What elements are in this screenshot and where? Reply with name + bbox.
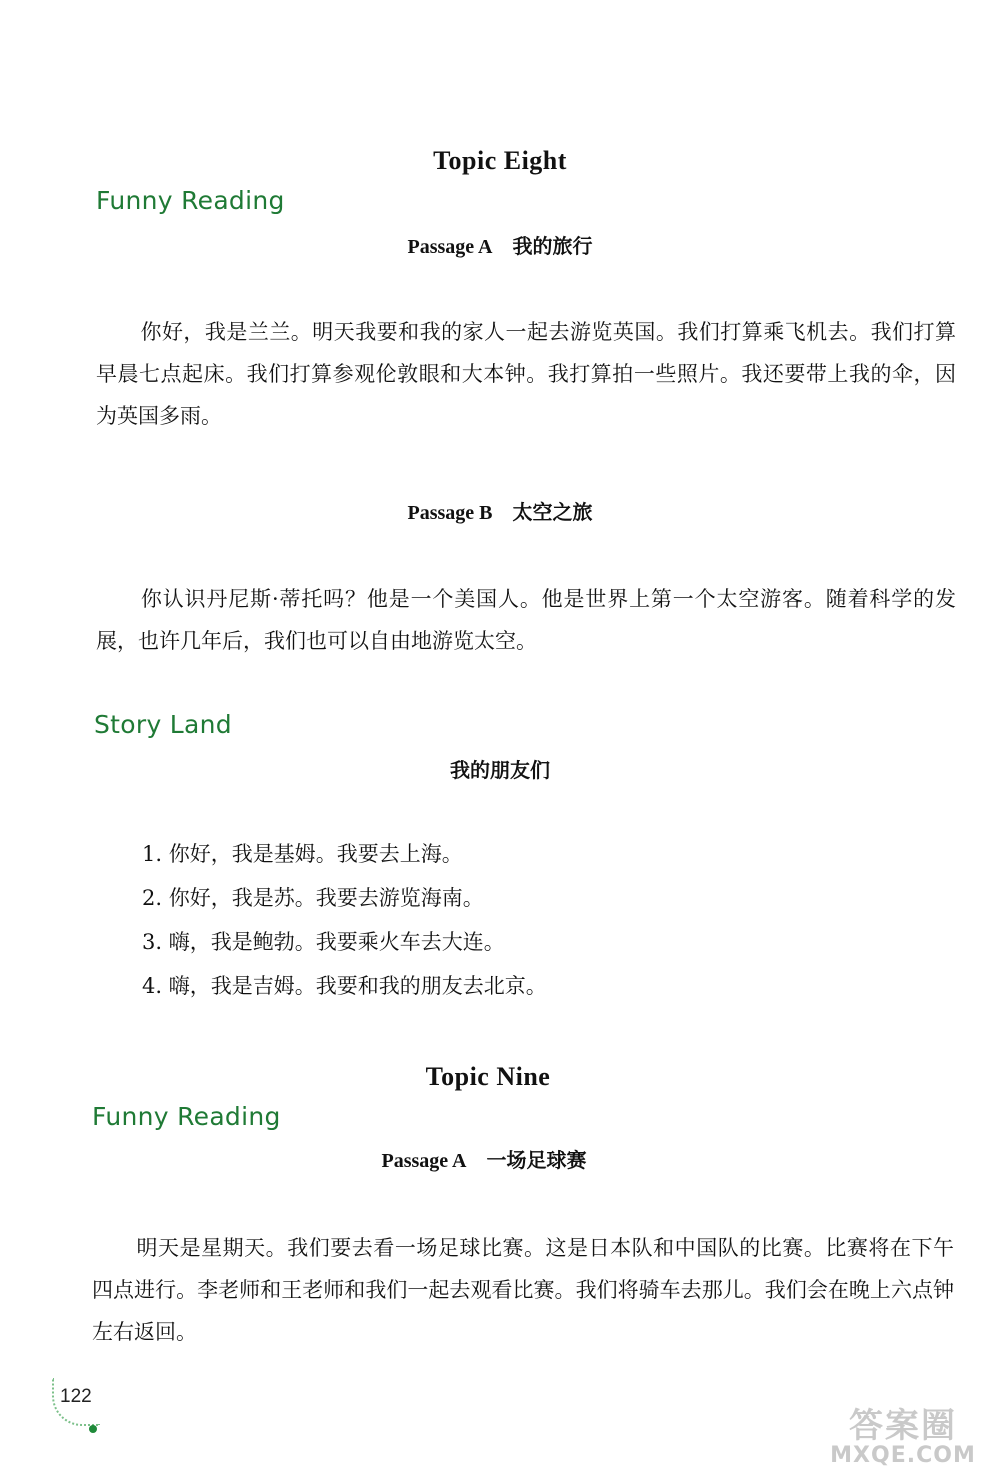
watermark-logo bbox=[818, 1408, 988, 1474]
story-title: 我的朋友们 bbox=[450, 758, 550, 782]
section-story-land: Story Land bbox=[94, 710, 232, 739]
passage-a-heading bbox=[0, 230, 1000, 259]
passage-a-body: 你好，我是兰兰。明天我要和我的家人一起去游览英国。我们打算乘飞机去。我们打算早晨七点起床。我们打算参观伦敦眼和大本钟。我打算拍一些照片。我还要带上我的伞，因为英国多雨。 bbox=[96, 320, 956, 428]
topic-eight-title: Topic Eight bbox=[433, 146, 567, 175]
section-funny-reading-2: Funny Reading bbox=[92, 1102, 281, 1131]
topic-nine-title: Topic Nine bbox=[425, 1062, 551, 1091]
list-item: 2. 你好，我是苏。我要去游览海南。 bbox=[142, 886, 484, 910]
passage-a-heading-2 bbox=[0, 1144, 984, 1173]
passage-title: 一场足球赛 bbox=[486, 1148, 587, 1172]
passage-b-text bbox=[96, 578, 956, 662]
passage-b-body: 你认识丹尼斯·蒂托吗？他是一个美国人。他是世界上第一个太空游客。随着科学的发展，也许几年后，我们也可以自由地游览太空。 bbox=[96, 587, 956, 653]
watermark-top: 答案圈 bbox=[849, 1406, 957, 1446]
page-dot-icon bbox=[89, 1425, 97, 1433]
passage-label: Passage A bbox=[381, 1150, 467, 1172]
passage-a-text bbox=[96, 311, 956, 437]
list-item: 3. 嗨，我是鲍勃。我要乘火车去大连。 bbox=[142, 930, 505, 954]
passage-title: 太空之旅 bbox=[512, 500, 593, 524]
passage-a-body-2: 明天是星期天。我们要去看一场足球比赛。这是日本队和中国队的比赛。比赛将在下午四点进行。李老师和王老师和我们一起去观看比赛。我们将骑车去那儿。我们会在晚上六点钟左右返回。 bbox=[92, 1236, 954, 1344]
passage-b-heading bbox=[0, 496, 1000, 525]
passage-label: Passage A bbox=[407, 236, 493, 258]
passage-label: Passage B bbox=[407, 502, 493, 524]
page-number: 122 bbox=[60, 1386, 92, 1407]
list-item: 1. 你好，我是基姆。我要去上海。 bbox=[142, 842, 463, 866]
list-item: 4. 嗨，我是吉姆。我要和我的朋友去北京。 bbox=[142, 974, 547, 998]
passage-title: 我的旅行 bbox=[512, 234, 593, 258]
watermark-bottom: MXQE.COM bbox=[830, 1443, 976, 1468]
passage-a-text-2 bbox=[92, 1227, 954, 1353]
section-funny-reading: Funny Reading bbox=[96, 186, 285, 215]
